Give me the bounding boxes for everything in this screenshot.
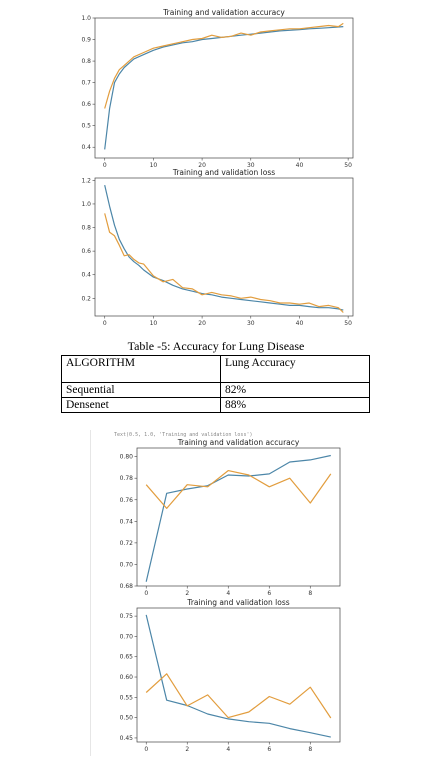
chart-title: Training and validation accuracy: [177, 438, 300, 447]
cell-accuracy: 88%: [221, 398, 370, 413]
y-tick-label: 0.7: [81, 79, 91, 87]
y-tick-label: 0.5: [81, 122, 91, 130]
x-tick-label: 2: [185, 746, 190, 753]
y-tick-label: 0.70: [119, 561, 133, 569]
chart-title: Training and validation loss: [172, 168, 276, 177]
x-tick-label: 30: [246, 320, 255, 327]
y-tick-label: 0.4: [81, 144, 91, 152]
y-tick-label: 1.2: [81, 177, 91, 185]
y-tick-label: 0.78: [119, 475, 133, 483]
x-tick-label: 4: [226, 590, 231, 597]
cell-algorithm: Densenet: [62, 398, 221, 413]
y-tick-label: 0.55: [119, 694, 133, 702]
cell-algorithm: Sequential: [62, 383, 221, 398]
y-tick-label: 1.0: [81, 200, 91, 208]
y-tick-label: 0.80: [119, 453, 133, 461]
y-tick-label: 0.6: [81, 248, 91, 256]
x-tick-label: 40: [295, 162, 304, 169]
table-caption: Table -5: Accuracy for Lung Disease: [127, 339, 305, 353]
y-tick-label: 0.6: [81, 101, 91, 109]
chart-bottom-loss: [120, 598, 340, 753]
cell-accuracy: 82%: [221, 383, 370, 398]
chart-title: Training and validation accuracy: [163, 8, 285, 17]
x-tick-label: 40: [295, 320, 304, 327]
notebook-output-divider: [90, 430, 91, 756]
x-tick-label: 6: [267, 590, 272, 597]
notebook-output-text: Text(0.5, 1.0, 'Training and validation loss'): [114, 432, 253, 438]
y-tick-label: 0.74: [119, 518, 133, 526]
y-tick-label: 0.45: [119, 734, 133, 742]
x-tick-label: 6: [267, 746, 272, 753]
x-tick-label: 8: [308, 746, 313, 753]
header-lung-accuracy: Lung Accuracy: [221, 356, 370, 383]
x-tick-label: 4: [226, 746, 231, 753]
chart-top-accuracy: [81, 8, 353, 169]
table-row: [62, 383, 370, 398]
x-tick-label: 10: [149, 320, 158, 327]
plot-frame: [95, 18, 353, 158]
plot-frame: [137, 448, 340, 586]
x-tick-label: 50: [344, 320, 352, 327]
table-row: [62, 398, 370, 413]
header-algorithm: ALGORITHM: [62, 356, 221, 383]
x-tick-label: 30: [246, 162, 255, 169]
x-tick-label: 20: [198, 162, 206, 169]
x-tick-label: 8: [308, 590, 313, 597]
y-tick-label: 0.2: [81, 295, 91, 303]
x-tick-label: 10: [149, 162, 158, 169]
y-tick-label: 0.4: [81, 271, 91, 279]
y-tick-label: 0.8: [81, 58, 91, 66]
x-tick-label: 0: [144, 590, 149, 597]
y-tick-label: 0.76: [119, 496, 133, 504]
table-header-row: [62, 356, 370, 383]
y-tick-label: 1.0: [81, 15, 91, 22]
y-tick-label: 0.70: [119, 633, 133, 641]
y-tick-label: 0.68: [119, 583, 133, 590]
y-tick-label: 0.60: [119, 674, 133, 682]
y-tick-label: 0.50: [119, 714, 133, 722]
chart-bottom-accuracy: [120, 438, 340, 597]
x-tick-label: 20: [198, 320, 206, 327]
y-tick-label: 0.8: [81, 224, 91, 232]
x-tick-label: 50: [344, 162, 352, 169]
y-tick-label: 0.72: [119, 539, 133, 547]
x-tick-label: 0: [102, 320, 107, 327]
x-tick-label: 0: [102, 162, 107, 169]
x-tick-label: 0: [144, 746, 149, 753]
x-tick-label: 2: [185, 590, 190, 597]
chart-title: Training and validation loss: [187, 598, 290, 607]
accuracy-table: [61, 355, 370, 413]
chart-top-loss: [81, 168, 353, 327]
y-tick-label: 0.75: [119, 613, 133, 621]
y-tick-label: 0.65: [119, 653, 133, 661]
y-tick-label: 0.9: [81, 36, 91, 44]
